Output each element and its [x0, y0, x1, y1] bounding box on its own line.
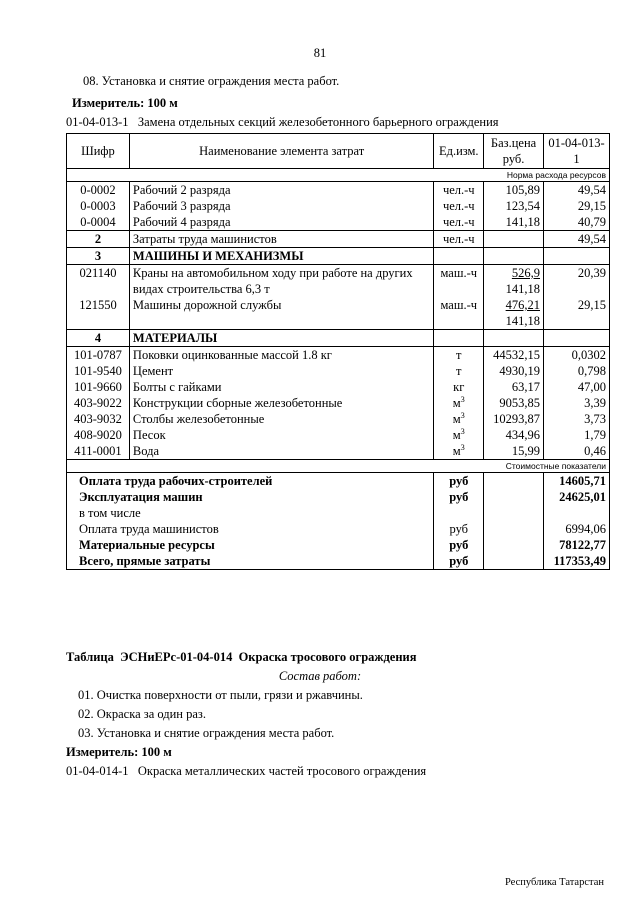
total-unit: руб — [434, 553, 484, 570]
row-name: Болты с гайками — [129, 379, 433, 395]
row-code: 408-9020 — [67, 427, 130, 443]
page-number: 81 — [313, 46, 327, 60]
total-unit: руб — [434, 537, 484, 553]
row-unit: маш.-ч — [434, 265, 484, 298]
table-row — [67, 379, 610, 395]
row-name: МАТЕРИАЛЫ — [129, 330, 433, 347]
total-value: 24625,01 — [544, 489, 610, 505]
row-name: Рабочий 4 разряда — [129, 214, 433, 231]
row-name: Цемент — [129, 363, 433, 379]
row-price: 9053,85 — [484, 395, 544, 411]
total-value: 14605,71 — [544, 473, 610, 490]
row-price: 4930,19 — [484, 363, 544, 379]
row-name: Столбы железобетонные — [129, 411, 433, 427]
header-unit: Ед.изм. — [434, 134, 484, 169]
section-row-machines — [67, 248, 610, 265]
row-norm: 29,15 — [544, 198, 610, 214]
row-unit: маш.-ч — [434, 297, 484, 330]
row-unit: чел.-ч — [434, 231, 484, 248]
row-name: Поковки оцинкованные массой 1.8 кг — [129, 347, 433, 364]
table-row — [67, 297, 610, 330]
row-code: 3 — [67, 248, 130, 265]
table-row — [67, 265, 610, 298]
row-unit-cell — [434, 411, 484, 427]
table-row — [67, 231, 610, 248]
row-name: Рабочий 3 разряда — [129, 198, 433, 214]
row-name: Рабочий 2 разряда — [129, 182, 433, 199]
table-row — [67, 363, 610, 379]
total-unit: руб — [434, 473, 484, 490]
total-name: в том числе — [67, 505, 434, 521]
norm-label-row — [67, 169, 610, 182]
table-row — [67, 198, 610, 214]
row-norm: 49,54 — [544, 182, 610, 199]
row-code: 403-9032 — [67, 411, 130, 427]
row-unit: кг — [434, 379, 484, 395]
row-norm: 0,798 — [544, 363, 610, 379]
total-value: 78122,77 — [544, 537, 610, 553]
row-code: 403-9022 — [67, 395, 130, 411]
row-norm: 29,15 — [544, 297, 610, 330]
row-price-cell — [484, 265, 544, 298]
row-unit: м — [452, 396, 461, 410]
footer-region: Республика Татарстан — [504, 877, 604, 888]
table-row — [67, 395, 610, 411]
row-unit: т — [434, 363, 484, 379]
header-code: Шифр — [67, 134, 130, 169]
row-price: 141,18 — [484, 214, 544, 231]
total-name: Оплата труда рабочих-строителей — [67, 473, 434, 490]
row-price: 63,17 — [484, 379, 544, 395]
unit-exponent: 3 — [460, 394, 465, 404]
row-price: 44532,15 — [484, 347, 544, 364]
measure-unit: Измеритель: 100 м — [72, 96, 178, 110]
row-code: 2 — [67, 231, 130, 248]
section-row-materials — [67, 330, 610, 347]
table-row — [67, 443, 610, 460]
total-name: Эксплуатация машин — [67, 489, 434, 505]
row-unit: чел.-ч — [434, 198, 484, 214]
row-unit: м — [452, 444, 461, 458]
row-norm: 47,00 — [544, 379, 610, 395]
total-unit: руб — [434, 521, 484, 537]
operation-08: 08. Установка и снятие ограждения места работ. — [83, 74, 340, 88]
row-norm — [544, 248, 610, 265]
row-unit: т — [434, 347, 484, 364]
total-unit — [434, 505, 484, 521]
total-row — [67, 553, 610, 570]
row-unit-cell — [434, 395, 484, 411]
row-name: МАШИНЫ И МЕХАНИЗМЫ — [129, 248, 433, 265]
row-norm: 3,39 — [544, 395, 610, 411]
row-code: 411-0001 — [67, 443, 130, 460]
row-price: 434,96 — [484, 427, 544, 443]
table-row — [67, 347, 610, 364]
total-unit: руб — [434, 489, 484, 505]
row-code: 101-0787 — [67, 347, 130, 364]
row-unit-cell — [434, 443, 484, 460]
row-code: 0-0002 — [67, 182, 130, 199]
row-code: 101-9660 — [67, 379, 130, 395]
operation-01: 01. Очистка поверхности от пыли, грязи и ржавчины. — [78, 688, 363, 702]
row-price-wage: 141,18 — [505, 282, 540, 296]
row-name: Затраты труда машинистов — [129, 231, 433, 248]
measure-unit-2: Измеритель: 100 м — [66, 745, 172, 759]
norm-label: Норма расхода ресурсов — [67, 169, 610, 182]
resource-table — [66, 133, 610, 570]
total-name: Материальные ресурсы — [67, 537, 434, 553]
header-price: Баз.цена руб. — [484, 134, 544, 169]
table-row — [67, 182, 610, 199]
row-code: 021140 — [67, 265, 130, 298]
row-price: 526,9 — [511, 266, 540, 280]
row-norm — [544, 330, 610, 347]
row-name: Краны на автомобильном ходу при работе на других видах строительства 6,3 т — [129, 265, 433, 298]
row-unit — [434, 330, 484, 347]
total-row — [67, 505, 610, 521]
total-row — [67, 473, 610, 490]
row-price-cell — [484, 297, 544, 330]
total-row — [67, 537, 610, 553]
header-name: Наименование элемента затрат — [129, 134, 433, 169]
table-row — [67, 411, 610, 427]
row-price — [484, 231, 544, 248]
total-value: 6994,06 — [544, 521, 610, 537]
row-norm: 40,79 — [544, 214, 610, 231]
cost-label-row — [67, 460, 610, 473]
total-value: 117353,49 — [544, 553, 610, 570]
row-norm: 49,54 — [544, 231, 610, 248]
header-norm: 01-04-013-1 — [544, 134, 610, 169]
operation-03: 03. Установка и снятие ограждения места работ. — [78, 726, 335, 740]
row-price: 15,99 — [484, 443, 544, 460]
row-code: 0-0003 — [67, 198, 130, 214]
unit-exponent: 3 — [460, 410, 465, 420]
total-value — [544, 505, 610, 521]
row-unit: чел.-ч — [434, 182, 484, 199]
table-row — [67, 214, 610, 231]
work-composition-label: Состав работ: — [278, 669, 362, 683]
row-name: Конструкции сборные железобетонные — [129, 395, 433, 411]
row-unit-cell — [434, 427, 484, 443]
total-row — [67, 489, 610, 505]
row-price-wage: 141,18 — [505, 314, 540, 328]
row-unit: м — [452, 428, 461, 442]
norm-code-line: 01-04-013-1 Замена отдельных секций железобетонного барьерного ограждения — [66, 115, 499, 129]
row-code: 4 — [67, 330, 130, 347]
row-unit: м — [452, 412, 461, 426]
unit-exponent: 3 — [460, 442, 465, 452]
total-row — [67, 521, 610, 537]
row-norm: 20,39 — [544, 265, 610, 298]
row-norm: 1,79 — [544, 427, 610, 443]
total-name: Всего, прямые затраты — [67, 553, 434, 570]
row-unit: чел.-ч — [434, 214, 484, 231]
row-norm: 0,0302 — [544, 347, 610, 364]
row-code: 121550 — [67, 297, 130, 330]
row-price — [484, 248, 544, 265]
norm-code-line-2: 01-04-014-1 Окраска металлических частей тросового ограждения — [66, 764, 427, 778]
operation-02: 02. Окраска за один раз. — [78, 707, 206, 721]
unit-exponent: 3 — [460, 426, 465, 436]
table-title: Таблица ЭСНиЕРс-01-04-014 Окраска тросового ограждения — [66, 650, 417, 664]
row-code: 0-0004 — [67, 214, 130, 231]
row-price — [484, 330, 544, 347]
row-norm: 3,73 — [544, 411, 610, 427]
table-header-row — [67, 134, 610, 169]
row-name: Машины дорожной службы — [129, 297, 433, 330]
row-price: 476,21 — [505, 298, 540, 312]
row-name: Вода — [129, 443, 433, 460]
row-price: 123,54 — [484, 198, 544, 214]
row-name: Песок — [129, 427, 433, 443]
row-unit — [434, 248, 484, 265]
cost-label: Стоимостные показатели — [67, 460, 610, 473]
total-name: Оплата труда машинистов — [67, 521, 434, 537]
row-code: 101-9540 — [67, 363, 130, 379]
row-norm: 0,46 — [544, 443, 610, 460]
row-price: 105,89 — [484, 182, 544, 199]
row-price: 10293,87 — [484, 411, 544, 427]
table-row — [67, 427, 610, 443]
